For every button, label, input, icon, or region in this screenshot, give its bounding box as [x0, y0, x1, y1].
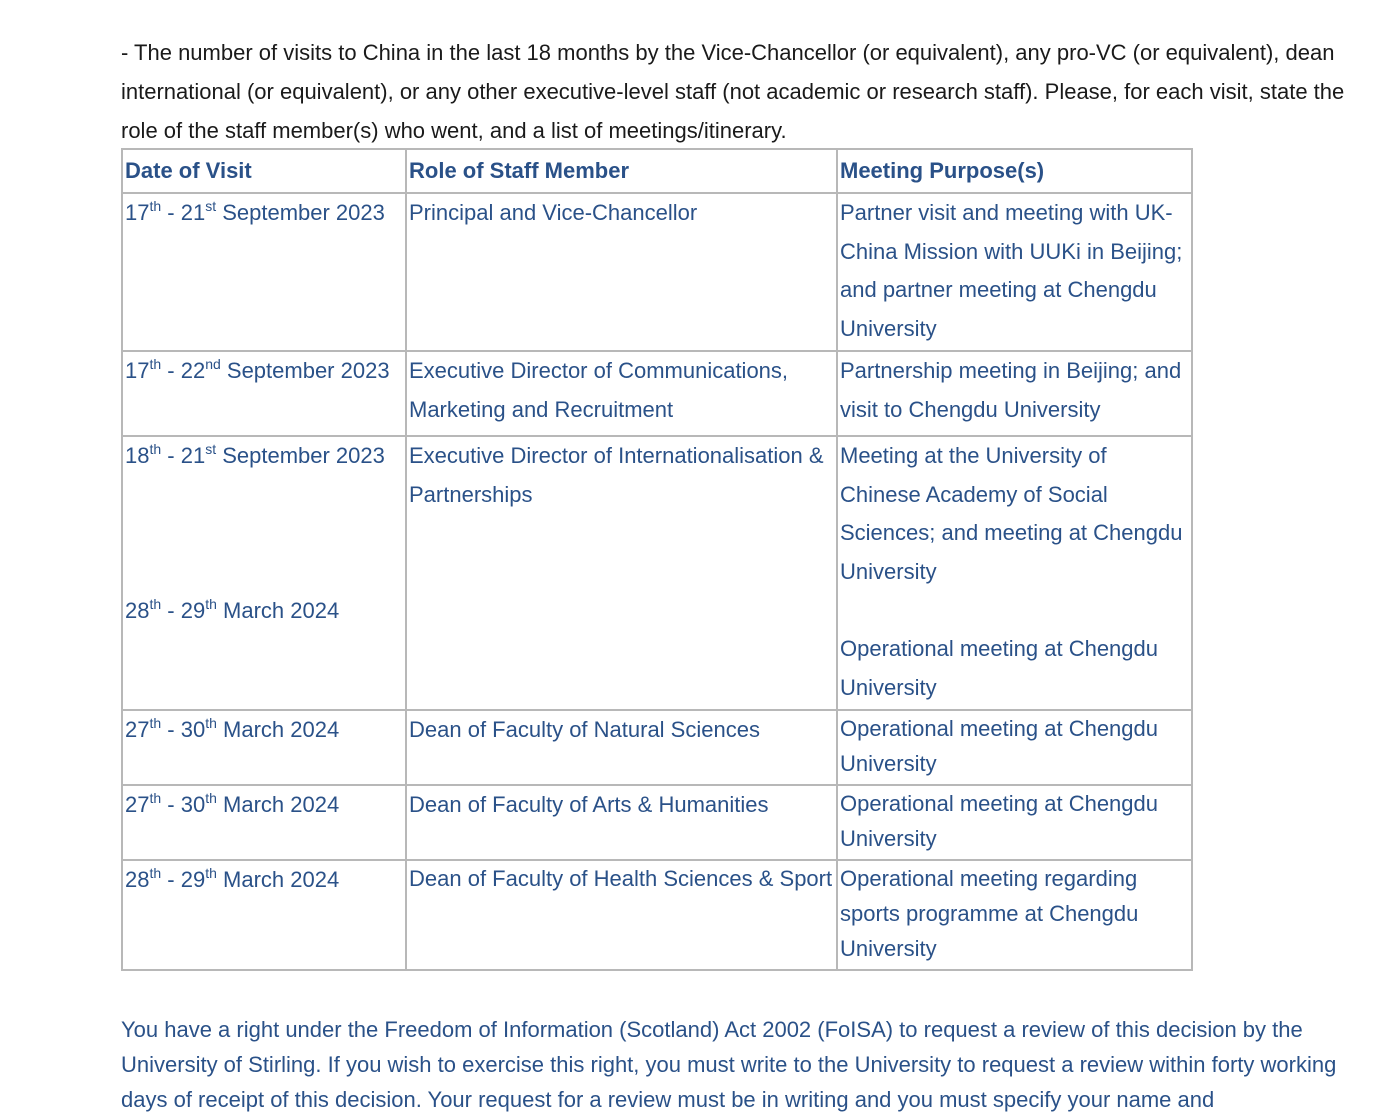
meeting-purpose-cell: Operational meeting regarding sports programme at Chengdu University	[837, 860, 1192, 970]
staff-role-cell: Dean of Faculty of Natural Sciences	[406, 710, 837, 785]
meeting-purpose-cell	[837, 436, 1192, 710]
staff-role-cell: Executive Director of Internationalisation & Partnerships	[406, 436, 837, 710]
review-rights-paragraph: You have a right under the Freedom of Information (Scotland) Act 2002 (FoISA) to request a review of this decision by the University of Stirling. If you wish to exercise this right, you must write to the University to request a review within forty working days of receipt of this decision. Your request for a review must be in writing and you must specify your name and	[121, 1017, 1337, 1112]
meeting-purpose-cell: Operational meeting at Chengdu University	[837, 710, 1192, 785]
table-row	[122, 193, 1192, 351]
visit-date-first: 18th - 21st September 2023	[125, 441, 385, 468]
intro-paragraph: - The number of visits to China in the last 18 months by the Vice-Chancellor (or equivalent), any pro-VC (or equivalent), dean international (or equivalent), or any other executive-level staff (not academic or research staff). Please, for each visit, state the role of the staff member(s) who went, and a list of meetings/itinerary.	[121, 40, 1345, 143]
meeting-purpose-cell: Operational meeting at Chengdu University	[837, 785, 1192, 860]
visit-date-cell: 17th - 22nd September 2023	[122, 351, 406, 436]
table-header-row	[122, 149, 1192, 193]
table-row	[122, 436, 1192, 710]
staff-role-cell: Dean of Faculty of Arts & Humanities	[406, 785, 837, 860]
table-row	[122, 351, 1192, 436]
header-date-of-visit: Date of Visit	[122, 149, 406, 193]
staff-role-cell: Executive Director of Communications, Marketing and Recruitment	[406, 351, 837, 436]
visits-table	[121, 148, 1193, 971]
meeting-purpose-cell: Partner visit and meeting with UK-China Mission with UUKi in Beijing; and partner meeting at Chengdu University	[837, 193, 1192, 351]
visit-date-cell: 27th - 30th March 2024	[122, 785, 406, 860]
staff-role-cell: Principal and Vice-Chancellor	[406, 193, 837, 351]
meeting-purpose-second: Operational meeting at Chengdu University	[840, 636, 1158, 700]
visit-date-cell: 28th - 29th March 2024	[122, 860, 406, 970]
visit-date-cell: 27th - 30th March 2024	[122, 710, 406, 785]
table-row	[122, 860, 1192, 970]
table-row	[122, 785, 1192, 860]
visit-date-cell: 17th - 21st September 2023	[122, 193, 406, 351]
header-meeting-purposes: Meeting Purpose(s)	[837, 149, 1192, 193]
table-row	[122, 710, 1192, 785]
header-role-of-staff-member: Role of Staff Member	[406, 149, 837, 193]
staff-role-cell: Dean of Faculty of Health Sciences & Sport	[406, 860, 837, 970]
visit-date-second: 28th - 29th March 2024	[125, 595, 340, 623]
meeting-purpose-cell: Partnership meeting in Beijing; and visit to Chengdu University	[837, 351, 1192, 436]
meeting-purpose-first: Meeting at the University of Chinese Academy of Social Sciences; and meeting at Chengdu University	[840, 443, 1183, 584]
visit-date-cell	[122, 436, 406, 710]
